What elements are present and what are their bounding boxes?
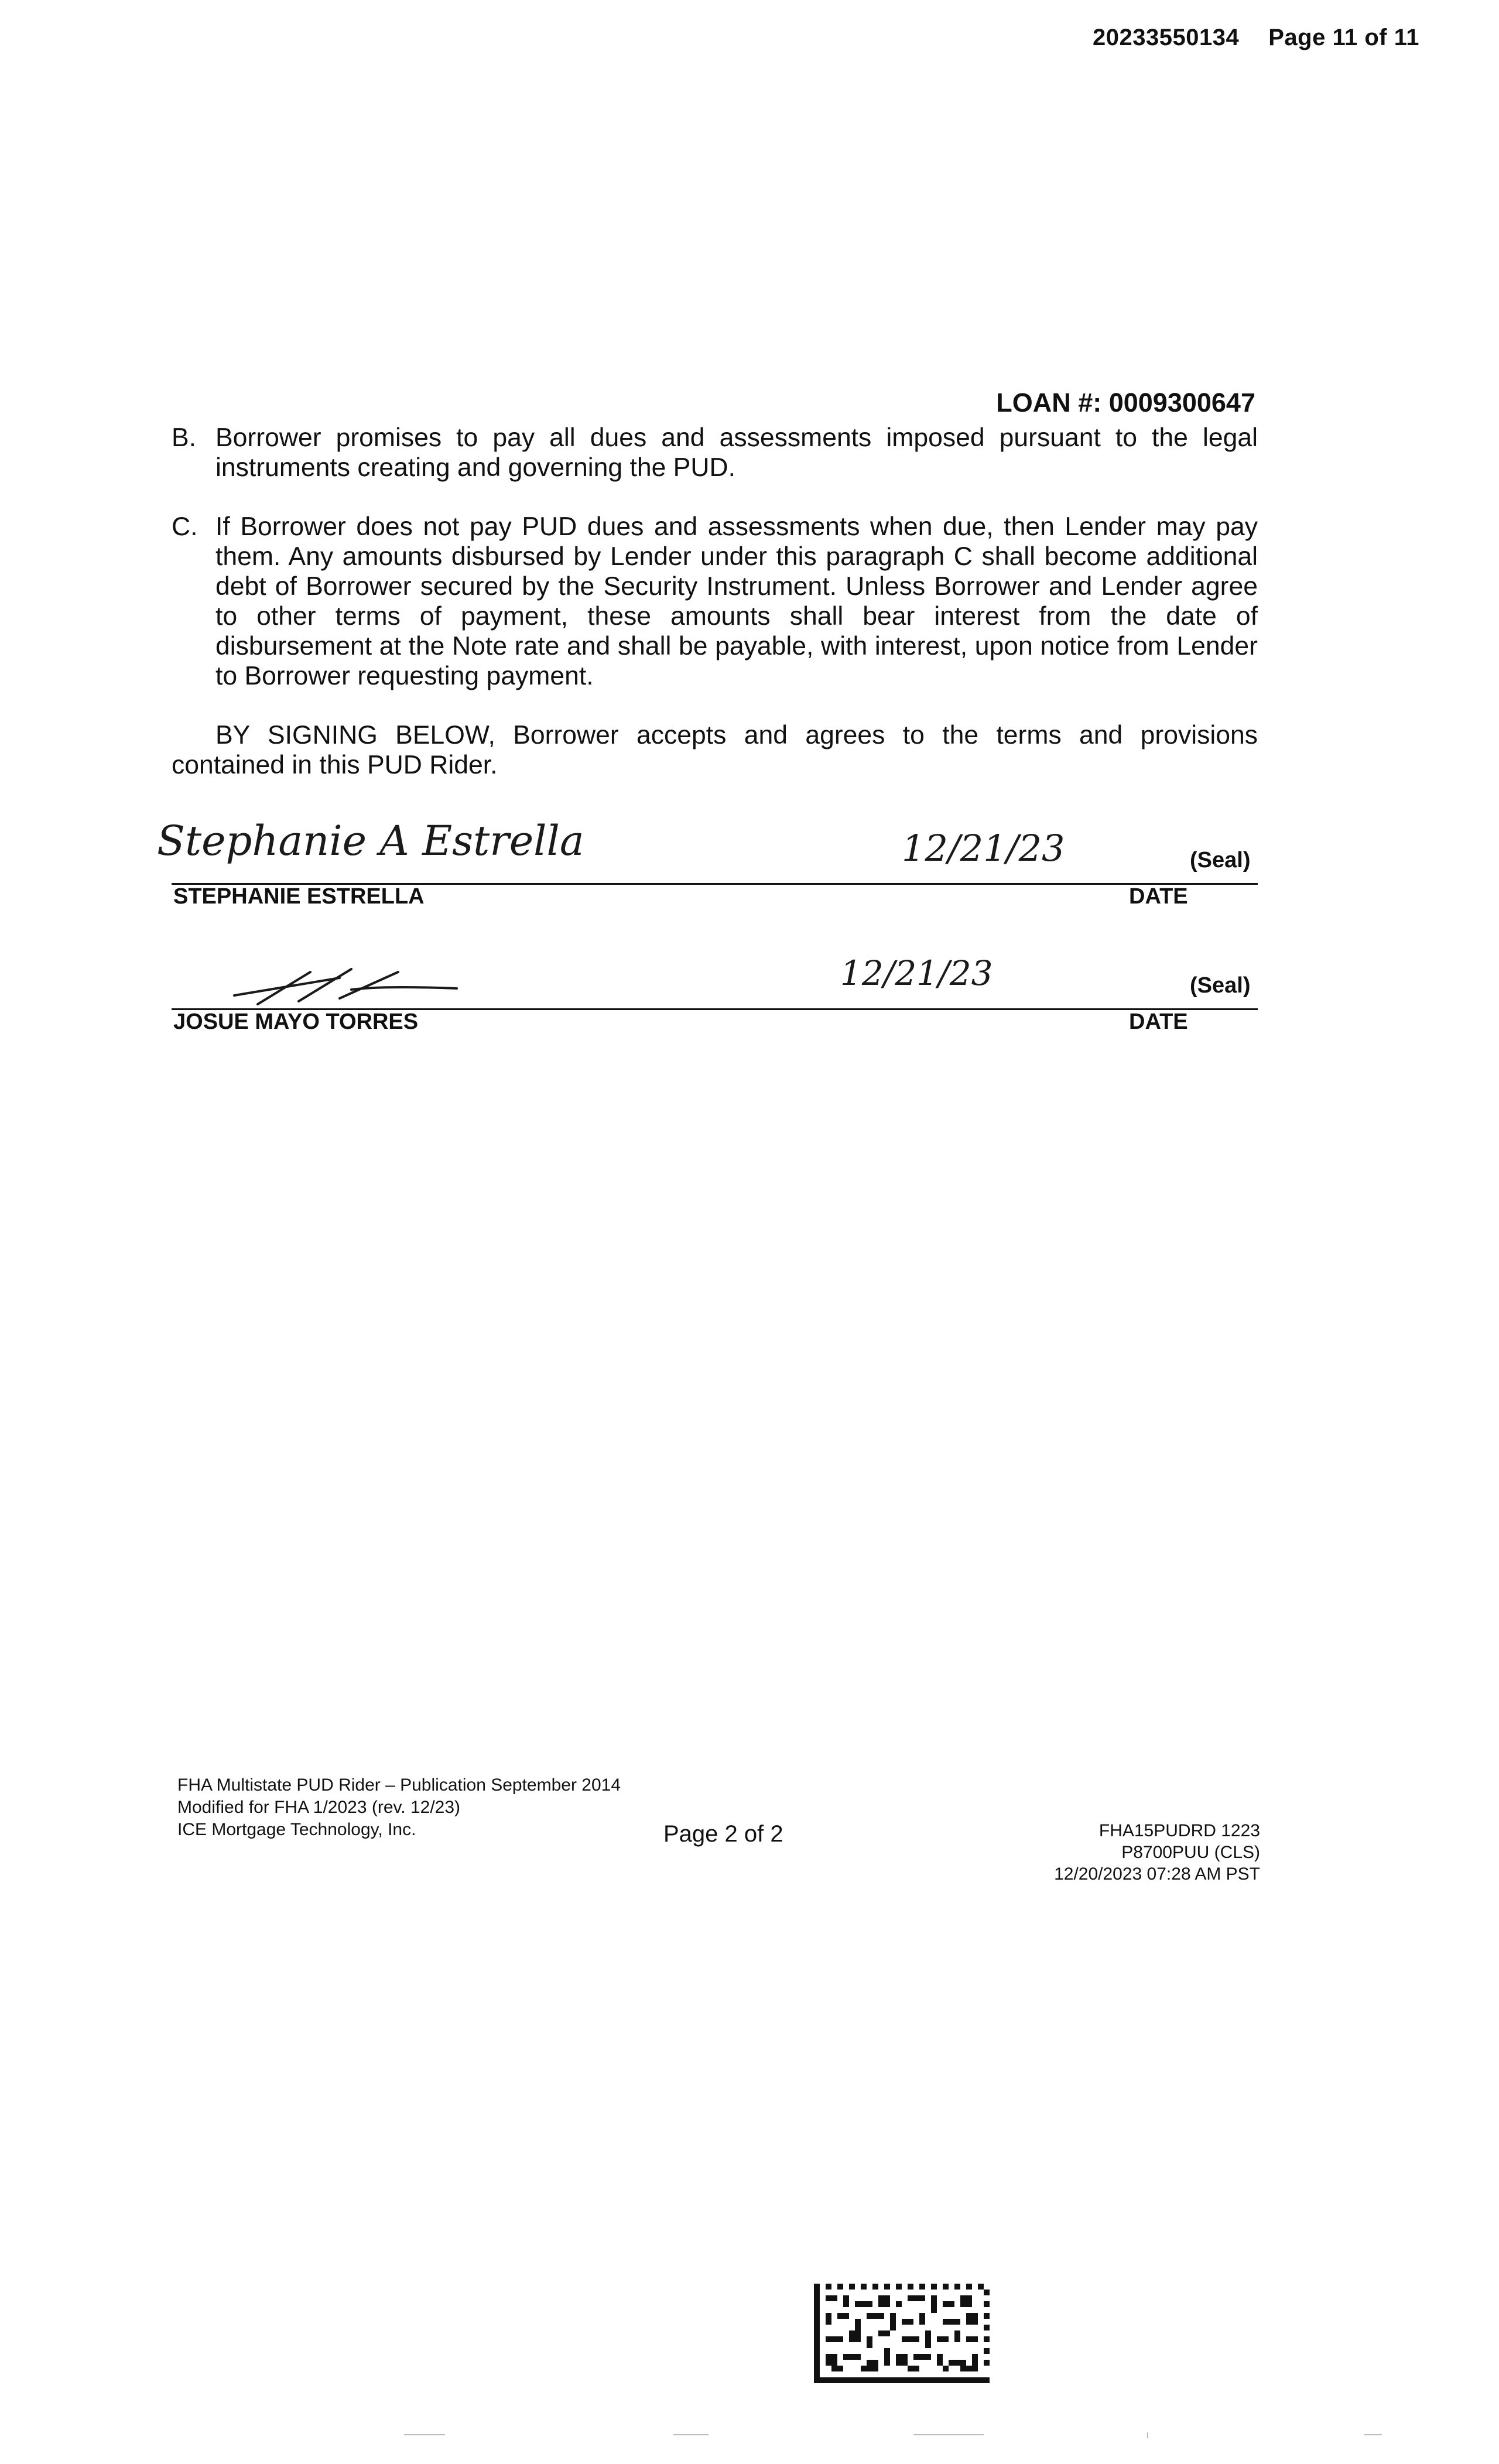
- barcode-icon: [814, 2284, 990, 2383]
- footer-company: ICE Mortgage Technology, Inc.: [177, 1820, 416, 1839]
- scan-edge-artifact: [0, 2429, 1499, 2441]
- clause-letter: B.: [172, 423, 197, 452]
- footer-timestamp: 12/20/2023 07:28 AM PST: [1054, 1864, 1260, 1884]
- footer-form-info: [177, 1774, 621, 1841]
- footer-form-variant: P8700PUU (CLS): [1121, 1843, 1260, 1862]
- signer-name: STEPHANIE ESTRELLA: [173, 884, 425, 909]
- footer-form-code: [1054, 1820, 1260, 1885]
- footer-publication: FHA Multistate PUD Rider – Publication September 2014: [177, 1775, 621, 1795]
- page-indicator: Page 11 of 11: [1268, 25, 1419, 50]
- signature-stephanie: Stephanie A Estrella: [157, 817, 584, 865]
- date-label: DATE: [1129, 884, 1188, 909]
- seal-label: (Seal): [1190, 973, 1251, 998]
- footer-form-id: FHA15PUDRD 1223: [1098, 1821, 1260, 1840]
- clause-text: Borrower promises to pay all dues and assessments imposed pursuant to the legal instruments creating and governing the PUD.: [215, 423, 1258, 482]
- document-header: [1093, 25, 1419, 51]
- signer-name: JOSUE MAYO TORRES: [173, 1009, 419, 1034]
- signature-josue: [223, 960, 468, 1013]
- signing-statement: BY SIGNING BELOW, Borrower accepts and agrees to the terms and provisions contained in this PUD Rider.: [172, 721, 1258, 779]
- seal-label: (Seal): [1190, 848, 1251, 872]
- clause-letter: C.: [172, 512, 198, 541]
- clause-b: [172, 423, 1258, 482]
- handwritten-date-1: 12/21/23: [902, 827, 1065, 870]
- date-label: DATE: [1129, 1009, 1188, 1034]
- footer-page-number: Page 2 of 2: [663, 1821, 783, 1847]
- clause-text: If Borrower does not pay PUD dues and assessments when due, then Lender may pay them. Any amounts disbursed by Lender under this paragraph C shall become additional debt of Borrower secured by the Security Instrument. Unless Borrower and Lender agree to other terms of payment, these amounts shall bear interest from the date of disbursement at the Note rate and shall be payable, with interest, upon notice from Lender to Borrower requesting payment.: [215, 512, 1258, 690]
- footer-modified: Modified for FHA 1/2023 (rev. 12/23): [177, 1798, 461, 1817]
- loan-number: LOAN #: 0009300647: [996, 388, 1255, 417]
- clause-c: [172, 512, 1258, 691]
- document-number: 20233550134: [1093, 25, 1240, 50]
- handwritten-date-2: 12/21/23: [840, 953, 993, 993]
